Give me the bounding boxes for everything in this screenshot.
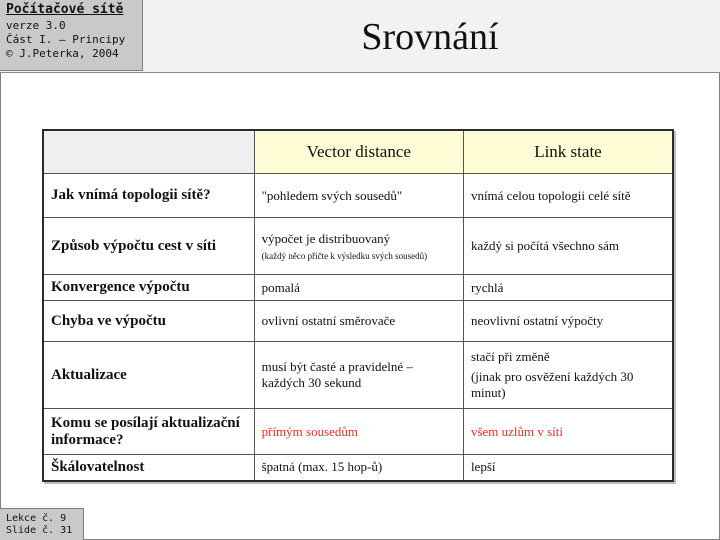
row-question: Komu se posílají aktualizační informace? — [43, 409, 254, 455]
comparison-table — [42, 129, 674, 482]
link-state-cell: rychlá — [463, 275, 673, 301]
vector-distance-cell: pomalá — [254, 275, 463, 301]
row-question: Jak vnímá topologii sítě? — [43, 174, 254, 218]
lesson-number: Lekce č. 9 — [6, 513, 67, 524]
row-question: Chyba ve výpočtu — [43, 301, 254, 342]
link-state-note: (jinak pro osvěžení každých 30 minut) — [470, 369, 634, 400]
link-state-cell: vnímá celou topologii celé sítě — [463, 174, 673, 218]
link-state-cell — [463, 342, 673, 409]
row-question: Škálovatelnost — [43, 455, 254, 481]
slide-header — [0, 0, 720, 73]
vector-distance-cell: přímým sousedům — [254, 409, 463, 455]
vector-distance-cell — [254, 218, 463, 275]
link-state-cell: lepší — [463, 455, 673, 481]
row-question: Konvergence výpočtu — [43, 275, 254, 301]
row-question: Aktualizace — [43, 342, 254, 409]
slide-number: Slide č. 31 — [6, 525, 73, 536]
link-state-cell: všem uzlům v síti — [463, 409, 673, 455]
vector-distance-cell: musí být časté a pravidelné – každých 30 sekund — [254, 342, 463, 409]
table-row — [43, 301, 673, 342]
header-cell-empty — [43, 130, 254, 174]
vector-distance-text: výpočet je distribuovaný — [261, 230, 391, 246]
vector-distance-cell: špatná (max. 15 hop-ů) — [254, 455, 463, 481]
table-row — [43, 455, 673, 481]
link-state-text: stačí při změně — [470, 349, 550, 364]
row-question: Způsob výpočtu cest v síti — [43, 218, 254, 275]
table-header-row — [43, 130, 673, 174]
table-row — [43, 174, 673, 218]
course-title: Počítačové sítě — [6, 2, 124, 17]
header-vector-distance: Vector distance — [254, 130, 463, 174]
course-version: verze 3.0 — [6, 19, 66, 32]
table-row — [43, 275, 673, 301]
course-part: Část I. – Principy — [6, 33, 126, 46]
table-row — [43, 218, 673, 275]
link-state-cell: každý si počítá všechno sám — [463, 218, 673, 275]
table-row — [43, 409, 673, 455]
vector-distance-cell: ovlivní ostatní směrovače — [254, 301, 463, 342]
vector-distance-note: (každý něco přičte k výsledku svých sousedů) — [261, 250, 428, 261]
header-link-state: Link state — [463, 130, 673, 174]
link-state-cell: neovlivní ostatní výpočty — [463, 301, 673, 342]
lesson-info-box — [0, 508, 84, 540]
table-row — [43, 342, 673, 409]
course-info-box — [0, 0, 143, 71]
slide-title: Srovnání — [361, 16, 499, 58]
vector-distance-cell: "pohledem svých sousedů" — [254, 174, 463, 218]
course-copyright: © J.Peterka, 2004 — [6, 47, 119, 60]
